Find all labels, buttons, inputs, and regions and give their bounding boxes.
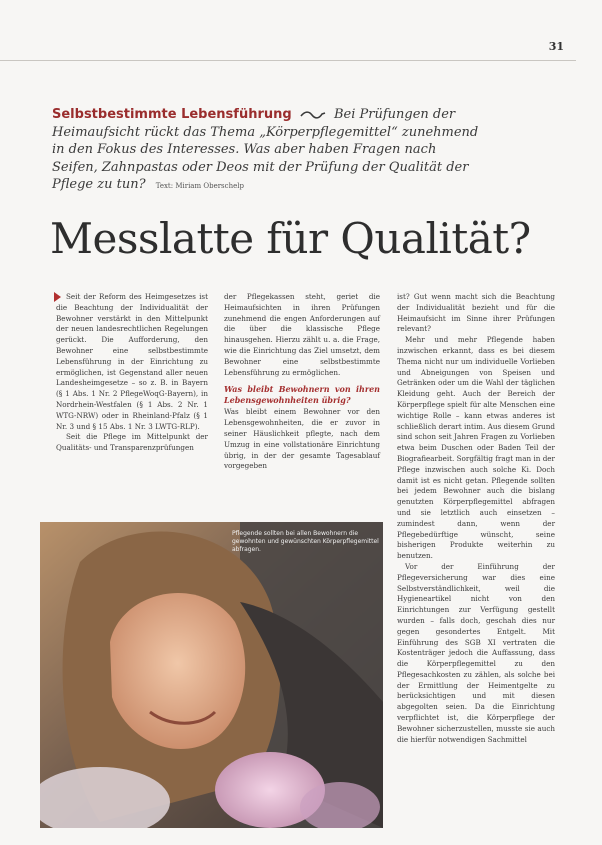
text-column-1	[56, 292, 208, 454]
photo-illustration	[40, 522, 383, 828]
intro-lead	[52, 106, 482, 196]
paragraph: Was bleibt einem Bewohner vor den Lebensgewohnheiten, die er zuvor in seiner Häuslichkeit pflegte, nach dem Umzug in eine vollstationäre Einrichtung übrig, in der der gesamte Tagesablauf vorgegeben	[224, 407, 380, 471]
text-column-2	[224, 292, 380, 472]
intro-text: Bei Prüfungen der Heimaufsicht rückt das Thema „Körperpflegemittel“ zunehmend in den Fokus des Interesses. Was aber haben Fragen nach Seifen, Zahnpastas oder Deos mit der Prüfung der Qualität der Pflege zu tun?	[52, 107, 479, 192]
photo-caption: Pflegende sollten bei allen Bewohnern die gewohnten und gewünschten Körperpflegemittel abfragen.	[232, 530, 379, 553]
paragraph: der Pflegekassen steht, geriet die Heimaufsichten in ihren Prüfungen zunehmend die engen Anforderungen auf die über die klassische Pflege hinausgehen. Hierzu zählt u. a. die Frage, wie die Einrichtung das Ziel umsetzt, dem Bewohner eine selbstbestimmte Lebensführung zu ermöglichen.	[224, 292, 380, 377]
paragraph: Seit die Pflege im Mittelpunkt der Qualitäts- und Transparenzprüfungen	[56, 432, 208, 453]
page-title: Messlatte für Qualität?	[50, 214, 531, 263]
intro-author: Text: Miriam Oberschelp	[155, 182, 244, 190]
paragraph: Vor der Einführung der Pflegeversicherung war dies eine Selbstverständlichkeit, weil die Hygieneartikel nicht von den Einrichtungen zur Verfügung gestellt wurden – falls doch, geschah dies nur gegen gesondertes Entgelt. Mit Einführung des SGB XI vertraten die Kostenträger jedoch die Auffassung, dass die Körperpflegemittel zu den Pflegesachkosten zu zählen, als solche bei der Ermittlung der Heimentgelte zu berücksichtigen und mit diesen abgegolten seien. Da die Einrichtung verpflichtet ist, die Körperpflege der Bewohner sicherzustellen, musste sie auch die hierfür notwendigen Sachmittel	[397, 561, 555, 744]
paragraph: Mehr und mehr Pflegende haben inzwischen erkannt, dass es bei diesem Thema nicht nur um individuelle Vorlieben und Abneigungen von Speisen und Getränken oder um die Wahl der täglichen Kleidung geht. Auch der Bereich der Körperpflege spielt für alte Menschen eine wichtige Rolle – kann etwas anderes ist schließlich derart intim. Aus diesem Grund sind schon seit Jahren Fragen zu Vorlieben etwa beim Duschen oder Baden Teil der Biografiearbeit. Sorgfältig fragt man in der Pflege inzwischen auch solche Ki. Doch damit ist es nicht getan. Pflegende sollten bei jedem Bewohner auch die bislang genutzten Körperpflegemittel abfragen und sie letztlich auch einsetzen – zumindest dann, wenn der Pflegebedürftige wünscht, seine bisherigen Produkte weiterhin zu benutzen.	[397, 335, 555, 561]
paragraph: ist? Gut wenn macht sich die Beachtung der Individualität bezieht und für die Heimaufsicht im Sinne ihrer Prüfungen relevant?	[397, 292, 555, 334]
section-subheading: Was bleibt Bewohnern von ihren Lebensgewohnheiten übrig?	[224, 384, 380, 405]
caregiver-photo	[40, 522, 383, 828]
header-rule	[0, 60, 576, 61]
page-number: 31	[548, 40, 564, 53]
paragraph: Seit der Reform des Heimgesetzes ist die Beachtung der Individualität der Bewohner verstärkt in den Mittelpunkt der neuen landesrechtlichen Regelungen gerückt. Die Aufforderung, den Bewohner eine selbstbestimmte Lebensführung in der Einrichtung zu ermöglichen, ist Gegenstand aller neuen Landesheimgesetze – so z. B. in Bayern (§ 1 Abs. 1 Nr. 2 PflegeWoqG-Bayern), in Nordrhein-Westfalen (§ 1 Abs. 2 Nr. 1 WTG-NRW) oder in Rheinland-Pfalz (§ 1 Nr. 3 und § 15 Abs. 1 Nr. 3 LWTG-RLP).	[56, 292, 208, 431]
swirl-ornament-icon	[300, 110, 326, 120]
text-column-3	[397, 292, 555, 745]
intro-kicker: Selbstbestimmte Lebensführung	[52, 107, 292, 122]
